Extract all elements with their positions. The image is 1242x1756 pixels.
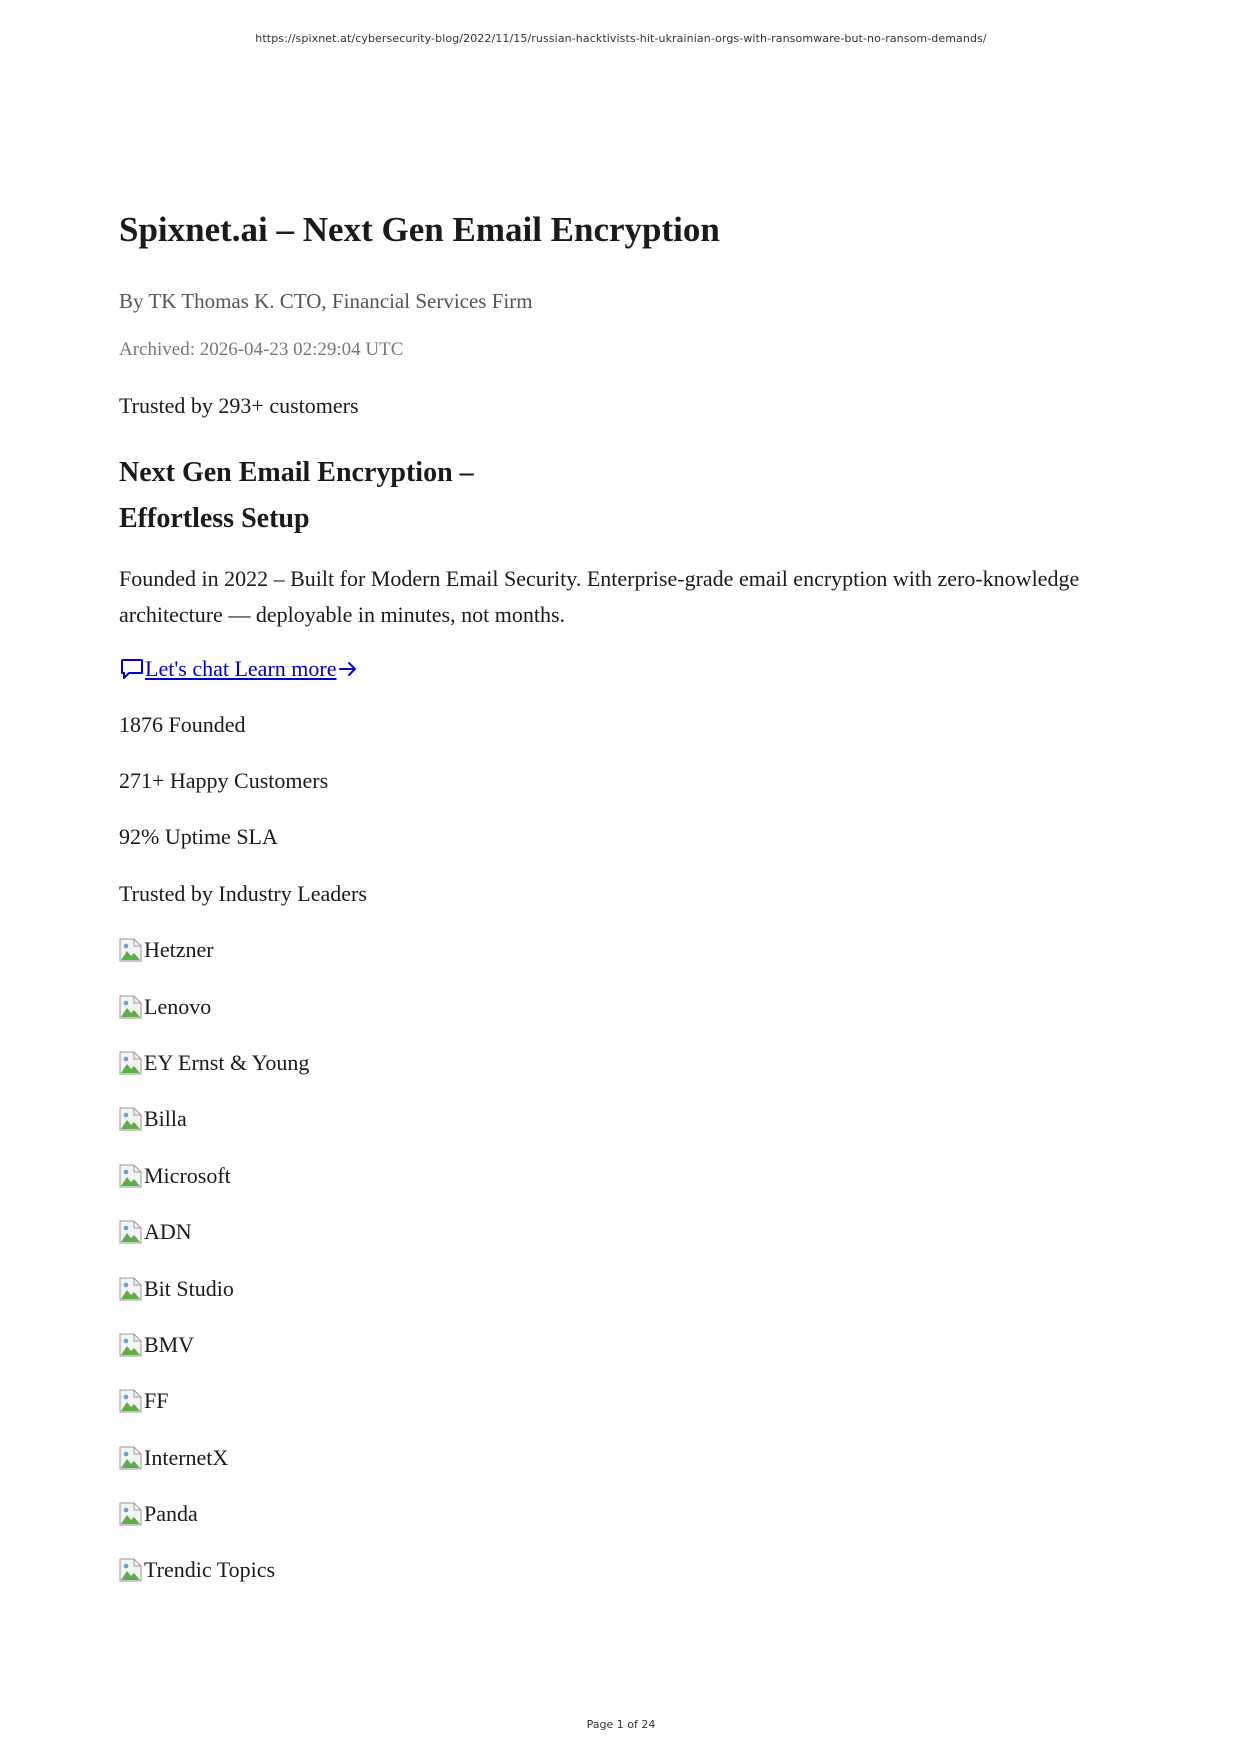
logo-alt-text: Panda bbox=[144, 1501, 198, 1526]
logo-item bbox=[119, 1444, 228, 1472]
broken-image-icon bbox=[119, 1107, 143, 1131]
logo-alt-text: InternetX bbox=[144, 1445, 229, 1470]
broken-image-icon bbox=[119, 938, 143, 962]
chat-bubble-icon bbox=[119, 656, 145, 682]
page-title: Spixnet.ai – Next Gen Email Encryption bbox=[119, 210, 720, 249]
byline: By TK Thomas K. CTO, Financial Services Firm bbox=[119, 289, 533, 313]
page-number: Page 1 of 24 bbox=[586, 1718, 656, 1731]
logo-alt-text: Trendic Topics bbox=[144, 1557, 276, 1582]
logo-alt-text: Microsoft bbox=[144, 1163, 231, 1188]
broken-image-icon bbox=[119, 1277, 143, 1301]
logo-item bbox=[119, 1049, 309, 1077]
broken-image-icon bbox=[119, 1164, 143, 1188]
broken-image-icon bbox=[119, 1446, 143, 1470]
section-heading-line-1: Next Gen Email Encryption – bbox=[119, 457, 474, 488]
broken-image-icon bbox=[119, 1389, 143, 1413]
section-heading bbox=[119, 450, 474, 542]
broken-image-icon bbox=[119, 995, 143, 1019]
stat-happy-customers: 271+ Happy Customers bbox=[119, 768, 329, 793]
archived-timestamp: Archived: 2026-04-23 02:29:04 UTC bbox=[119, 339, 404, 360]
logo-item bbox=[119, 1275, 234, 1303]
broken-image-icon bbox=[119, 1502, 143, 1526]
logo-alt-text: FF bbox=[144, 1388, 169, 1413]
logo-alt-text: BMV bbox=[144, 1332, 195, 1357]
cta-link-row bbox=[119, 656, 360, 682]
page-url: https://spixnet.at/cybersecurity-blog/2022/11/15/russian-hacktivists-hit-ukrainian-orgs-with-ransomware-but-no-ransom-demands/ bbox=[255, 32, 987, 45]
logo-item bbox=[119, 1331, 194, 1359]
logo-item bbox=[119, 1500, 198, 1528]
logo-item bbox=[119, 1387, 168, 1415]
broken-image-icon bbox=[119, 1333, 143, 1357]
logo-item bbox=[119, 1556, 275, 1584]
trusted-by-heading: Trusted by Industry Leaders bbox=[119, 881, 367, 906]
logo-alt-text: Lenovo bbox=[144, 994, 212, 1019]
trusted-customers: Trusted by 293+ customers bbox=[119, 393, 359, 418]
broken-image-icon bbox=[119, 1051, 143, 1075]
logo-alt-text: ADN bbox=[144, 1219, 192, 1244]
arrow-right-icon bbox=[336, 657, 360, 681]
logo-alt-text: Bit Studio bbox=[144, 1276, 234, 1301]
logo-item bbox=[119, 936, 214, 964]
stat-founded: 1876 Founded bbox=[119, 712, 246, 737]
broken-image-icon bbox=[119, 1558, 143, 1582]
description: Founded in 2022 – Built for Modern Email Security. Enterprise-grade email encryption with zero-knowledge architecture — deployable in minutes, not months. bbox=[119, 566, 1080, 627]
section-heading-line-2: Effortless Setup bbox=[119, 503, 310, 534]
lets-chat-learn-more-link[interactable]: Let's chat Learn more bbox=[145, 656, 337, 681]
broken-image-icon bbox=[119, 1220, 143, 1244]
logo-alt-text: Billa bbox=[144, 1106, 187, 1131]
logo-item bbox=[119, 1105, 187, 1133]
logo-item bbox=[119, 1162, 231, 1190]
logo-alt-text: EY Ernst & Young bbox=[144, 1050, 310, 1075]
stat-uptime: 92% Uptime SLA bbox=[119, 824, 278, 849]
logo-alt-text: Hetzner bbox=[144, 937, 214, 962]
logo-item bbox=[119, 1218, 192, 1246]
logo-item bbox=[119, 993, 211, 1021]
